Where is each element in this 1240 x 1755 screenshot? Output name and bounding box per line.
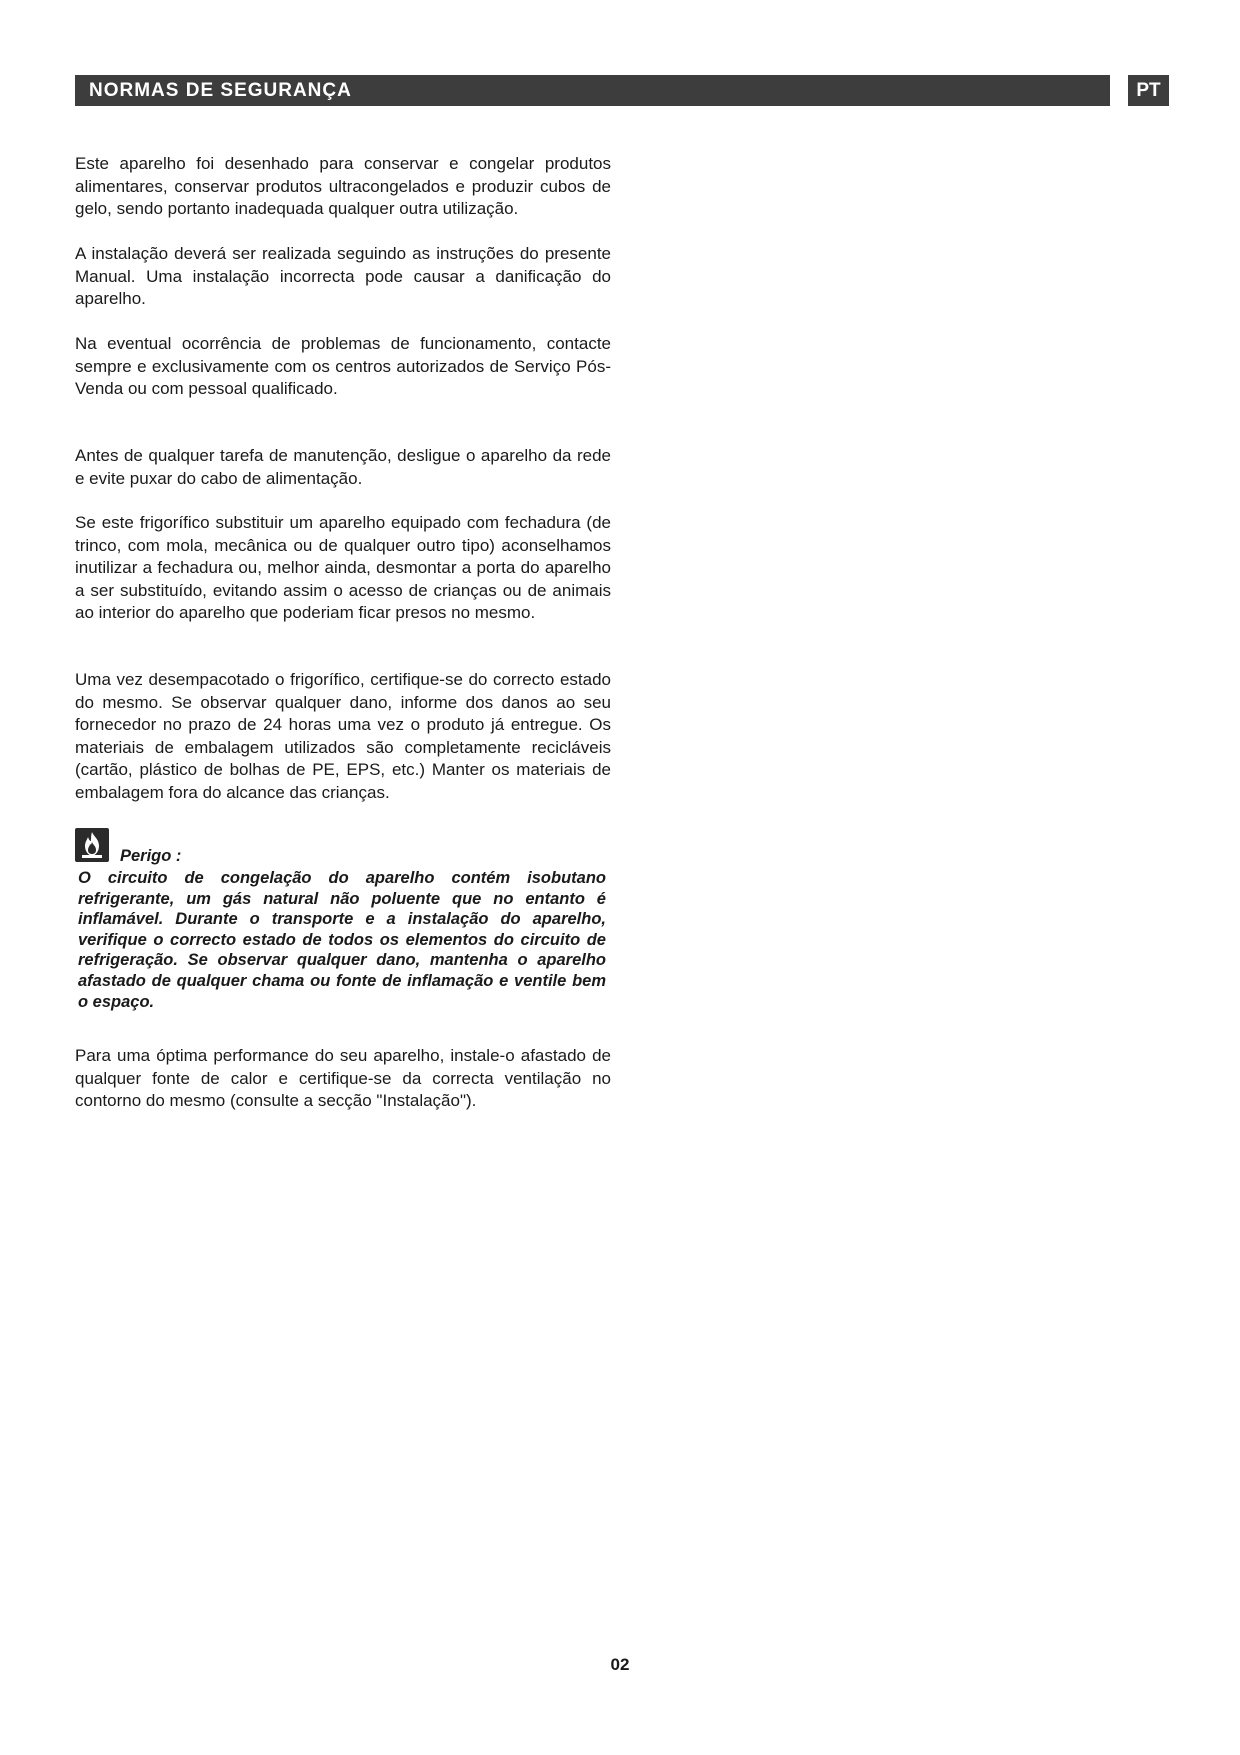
paragraph-installation: A instalação deverá ser realizada seguindo as instruções do presente Manual. Uma instalação incorrecta pode causar a danificação do aparelho. (75, 244, 611, 309)
danger-text: O circuito de congelação do aparelho contém isobutano refrigerante, um gás natural não poluente que no entanto é inflamável. Durante o transporte e a instalação do aparelho, verifique o correcto estado de todos os elementos do circuito de refrigeração. Se observar qualquer dano, mantenha o aparelho afastado de qualquer chama ou fonte de inflamação e ventile bem o espaço. (78, 869, 606, 1011)
fire-icon (75, 828, 109, 862)
paragraph-maintenance: Antes de qualquer tarefa de manutenção, desligue o aparelho da rede e evite puxar do cabo de alimentação. (75, 446, 611, 488)
section-header: NORMAS DE SEGURANÇA (75, 75, 1110, 106)
paragraph-intended-use: Este aparelho foi desenhado para conservar e congelar produtos alimentares, conservar produtos ultracongelados e produzir cubos de gelo, sendo portanto inadequada qualquer outra utilização. (75, 154, 611, 219)
paragraph-unpacking: Uma vez desempacotado o frigorífico, certifique-se do correcto estado do mesmo. Se observar qualquer dano, informe dos danos ao seu fornecedor no prazo de 24 horas uma vez o produto já entregue. Os materiais de embalagem utilizados são completamente recicláveis (cartão, plástico de bolhas de PE, EPS, etc.) Manter os materiais de embalagem fora do alcance das crianças. (75, 670, 611, 802)
paragraph-old-appliance: Se este frigorífico substituir um aparelho equipado com fechadura (de trinco, com mola, mecânica ou de qualquer outro tipo) aconselhamos inutilizar a fechadura ou, melhor ainda, desmontar a porta do aparelho a ser substituído, evitando assim o acesso de crianças ou de animais ao interior do aparelho que poderiam ficar presos no mesmo. (75, 513, 611, 623)
paragraph-service: Na eventual ocorrência de problemas de funcionamento, contacte sempre e exclusivamente com os centros autorizados de Serviço Pós-Venda ou com pessoal qualificado. (75, 334, 611, 399)
paragraph-ventilation: Para uma óptima performance do seu aparelho, instale-o afastado de qualquer fonte de calor e certifique-se da correcta ventilação no contorno do mesmo (consulte a secção "Instalação"). (75, 1046, 611, 1111)
page-number: 02 (610, 1655, 630, 1674)
language-badge: PT (1128, 75, 1169, 106)
danger-title: Perigo : (120, 847, 182, 865)
